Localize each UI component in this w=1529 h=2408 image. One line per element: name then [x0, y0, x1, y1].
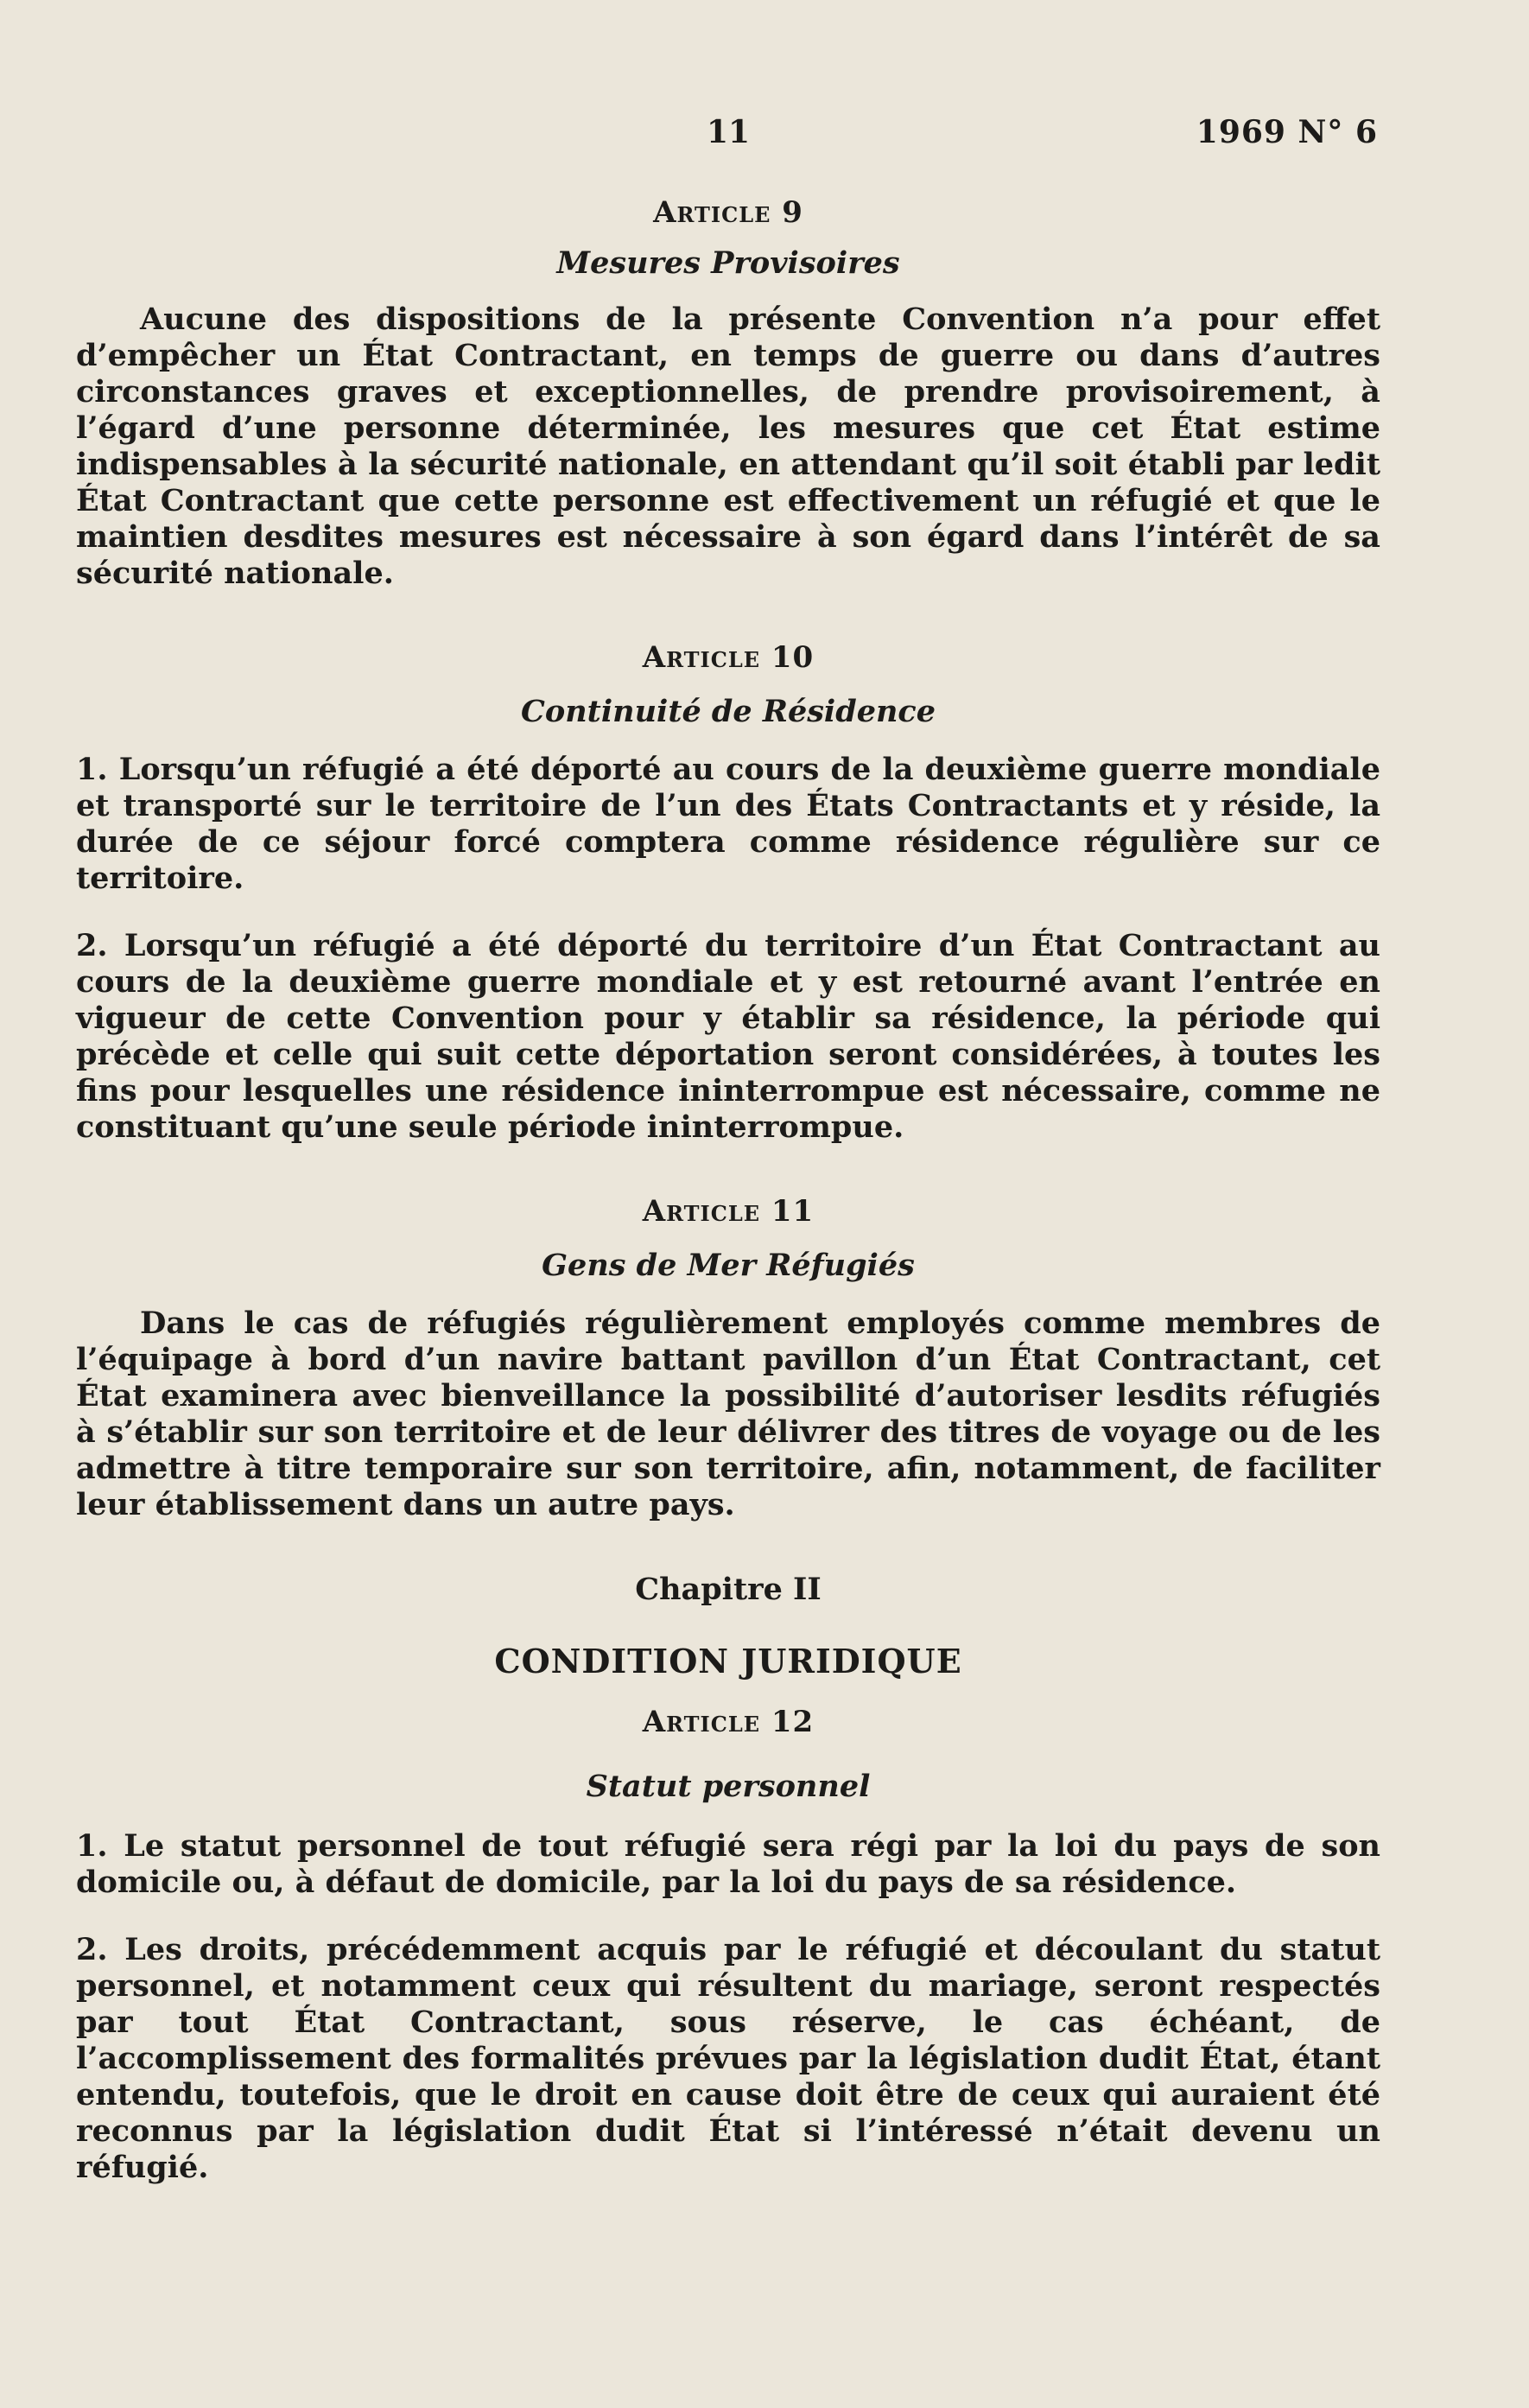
- article-9-paragraph: Aucune des dispositions de la présente Convention n’a pour effet d’empêcher un État Contractant, en temps de guerre ou dans d’autres circonstances graves et exceptionnelles, de prendre provisoirement, à l’égard d’une personne déterminée, les mesures que cet État estime indispensables à la sécurité nationale, en attendant qu’il soit établi par ledit État Contractant que cette personne est effectivement un réfugié et que le maintien desdites mesures est nécessaire à son égard dans l’intérêt de sa sécurité nationale.: [76, 302, 1380, 591]
- page-number: 11: [707, 114, 751, 150]
- article-12-heading: Article 12: [642, 1705, 815, 1739]
- chapter-title: CONDITION JURIDIQUE: [494, 1642, 962, 1681]
- article-12-title: Statut personnel: [586, 1769, 871, 1804]
- article-10-paragraph-1: 1. Lorsqu’un réfugié a été déporté au cours de la deuxième guerre mondiale et transporté sur le territoire de l’un des États Contractants et y réside, la durée de ce séjour forcé comptera comme résidence régulière sur ce territoire.: [76, 752, 1380, 896]
- article-11-title: Gens de Mer Réfugiés: [542, 1248, 915, 1283]
- article-11-heading: Article 11: [642, 1194, 815, 1229]
- article-10-title: Continuité de Résidence: [521, 694, 936, 729]
- document-body: [76, 195, 1380, 2186]
- article-10-heading: Article 10: [642, 640, 815, 675]
- article-9-heading: Article 9: [653, 195, 803, 230]
- chapter-label: Chapitre II: [635, 1572, 822, 1607]
- article-9-title: Mesures Provisoires: [556, 245, 900, 281]
- article-12-paragraph-2: 2. Les droits, précédemment acquis par le réfugié et découlant du statut personnel, et notamment ceux qui résultent du mariage, seront respectés par tout État Contractant, sous réserve, le cas échéant, de l’accomplissement des formalités prévues par la législation dudit État, étant entendu, toutefois, que le droit en cause doit être de ceux qui auraient été reconnus par la législation dudit État si l’intéressé n’était devenu un réfugié.: [76, 1932, 1380, 2185]
- year-reference: 1969 N° 6: [1196, 114, 1378, 150]
- article-12-paragraph-1: 1. Le statut personnel de tout réfugié sera régi par la loi du pays de son domicile ou, à défaut de domicile, par la loi du pays de sa résidence.: [76, 1828, 1380, 1900]
- article-10-paragraph-2: 2. Lorsqu’un réfugié a été déporté du territoire d’un État Contractant au cours de la deuxième guerre mondiale et y est retourné avant l’entrée en vigueur de cette Convention pour y établir sa résidence, la période qui précède et celle qui suit cette déportation seront considérées, à toutes les fins pour lesquelles une résidence ininterrompue est nécessaire, comme ne constituant qu’une seule période ininterrompue.: [76, 928, 1380, 1145]
- article-11-paragraph: Dans le cas de réfugiés régulièrement employés comme membres de l’équipage à bord d’un navire battant pavillon d’un État Contractant, cet État examinera avec bienveillance la possibilité d’autoriser lesdits réfugiés à s’établir sur son territoire et de leur délivrer des titres de voyage ou de les admettre à titre temporaire sur son territoire, afin, notamment, de faciliter leur établissement dans un autre pays.: [76, 1306, 1380, 1522]
